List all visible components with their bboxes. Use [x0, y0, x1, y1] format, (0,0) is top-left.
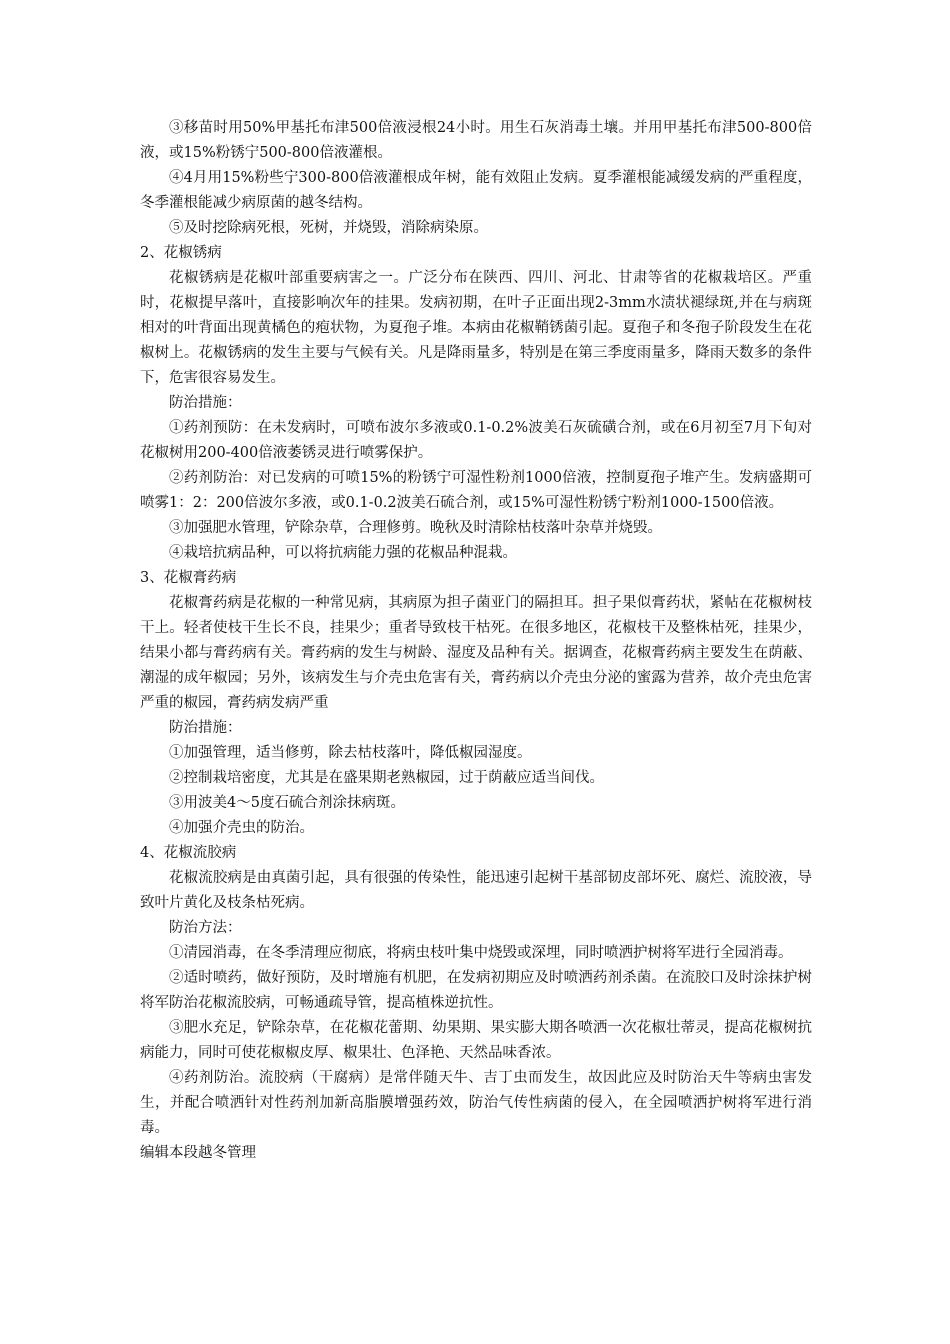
section-heading-gummosis: 4、花椒流胶病: [140, 845, 237, 861]
document-page: [140, 116, 812, 1166]
paragraph-rust-measure-1: ①药剂预防：在未发病时，可喷布波尔多液或0.1-0.2%波美石灰硫磺合剂，或在6月初至7月下旬对花椒树用200-400倍液萎锈灵进行喷雾保护。: [140, 420, 812, 461]
paragraph-plaster-measure-1: ①加强管理，适当修剪，除去枯枝落叶，降低椒园湿度。: [169, 745, 532, 761]
section-heading-rust: 2、花椒锈病: [140, 245, 222, 261]
paragraph-root-rot-measure-5: ⑤及时挖除病死根，死树，并烧毁，消除病染原。: [169, 220, 488, 236]
paragraph-gummosis-method-4: ④药剂防治。流胶病（干腐病）是常伴随天牛、吉丁虫而发生，故因此应及时防治天牛等病虫害发生，并配合喷洒针对性药剂加新高脂膜增强药效，防治气传性病菌的侵入，在全园喷洒护树将军进行消毒。: [140, 1070, 812, 1136]
paragraph-rust-measure-3: ③移苗时用50%甲基托布津500倍液浸根24小时。用生石灰消毒土壤。并用甲基托布津500-800倍液，或15%粉锈宁500-800倍液灌根。: [140, 120, 812, 161]
section-heading-overwintering: 编辑本段越冬管理: [140, 1145, 256, 1161]
paragraph-plaster-measure-3: ③用波美4～5度石硫合剂涂抹病斑。: [169, 795, 405, 811]
paragraph-rust-measure-3b: ③加强肥水管理，铲除杂草，合理修剪。晚秋及时清除枯枝落叶杂草并烧毁。: [169, 520, 662, 536]
paragraph-plaster-measures-label: 防治措施：: [169, 720, 242, 736]
paragraph-rust-intro: 花椒锈病是花椒叶部重要病害之一。广泛分布在陕西、四川、河北、甘肃等省的花椒栽培区。严重时，花椒提早落叶，直接影响次年的挂果。发病初期，在叶子正面出现2-3mm水渍状褪绿斑,并在与病斑相对的叶背面出现黄橘色的疱状物，为夏孢子堆。本病由花椒鞘锈菌引起。夏孢子和冬孢子阶段发生在花椒树上。花椒锈病的发生主要与气候有关。凡是降雨量多，特别是在第三季度雨量多，降雨天数多的条件下，危害很容易发生。: [140, 270, 812, 386]
paragraph-rust-measures-label: 防治措施：: [169, 395, 242, 411]
paragraph-gummosis-method-1: ①清园消毒，在冬季清理应彻底，将病虫枝叶集中烧毁或深埋，同时喷洒护树将军进行全园消毒。: [169, 945, 793, 961]
paragraph-plaster-measure-2: ②控制栽培密度，尤其是在盛果期老熟椒园，过于荫蔽应适当间伐。: [169, 770, 604, 786]
paragraph-rust-measure-2: ②药剂防治：对已发病的可喷15%的粉锈宁可湿性粉剂1000倍液，控制夏孢子堆产生。发病盛期可喷雾1：2：200倍波尔多液，或0.1-0.2波美石硫合剂，或15%可湿性粉锈宁粉剂1000-1500倍液。: [140, 470, 812, 511]
paragraph-gummosis-method-2: ②适时喷药，做好预防，及时增施有机肥，在发病初期应及时喷洒药剂杀菌。在流胶口及时涂抹护树将军防治花椒流胶病，可畅通疏导管，提高植株逆抗性。: [140, 970, 812, 1011]
paragraph-plaster-intro: 花椒膏药病是花椒的一种常见病，其病原为担子菌亚门的隔担耳。担子果似膏药状，紧帖在花椒树枝干上。轻者使枝干生长不良，挂果少；重者导致枝干枯死。在很多地区，花椒枝干及整株枯死，挂果少，结果小都与膏药病有关。膏药病的发生与树龄、湿度及品种有关。据调查，花椒膏药病主要发生在荫蔽、潮湿的成年椒园；另外，该病发生与介壳虫危害有关，膏药病以介壳虫分泌的蜜露为营养，故介壳虫危害严重的椒园，膏药病发病严重: [140, 595, 812, 711]
paragraph-plaster-measure-4: ④加强介壳虫的防治。: [169, 820, 314, 836]
paragraph-root-rot-measure-4: ④4月用15%粉些宁300-800倍液灌根成年树，能有效阻止发病。夏季灌根能减缓发病的严重程度，冬季灌根能减少病原菌的越冬结构。: [140, 170, 812, 211]
paragraph-gummosis-intro: 花椒流胶病是由真菌引起，具有很强的传染性，能迅速引起树干基部韧皮部坏死、腐烂、流胶液，导致叶片黄化及枝条枯死病。: [140, 870, 812, 911]
paragraph-rust-measure-4: ④栽培抗病品种，可以将抗病能力强的花椒品种混栽。: [169, 545, 517, 561]
paragraph-gummosis-method-3: ③肥水充足，铲除杂草，在花椒花蕾期、幼果期、果实膨大期各喷洒一次花椒壮蒂灵，提高花椒树抗病能力，同时可使花椒椒皮厚、椒果壮、色泽艳、天然品味香浓。: [140, 1020, 812, 1061]
paragraph-gummosis-methods-label: 防治方法：: [169, 920, 242, 936]
section-heading-plaster: 3、花椒膏药病: [140, 570, 237, 586]
